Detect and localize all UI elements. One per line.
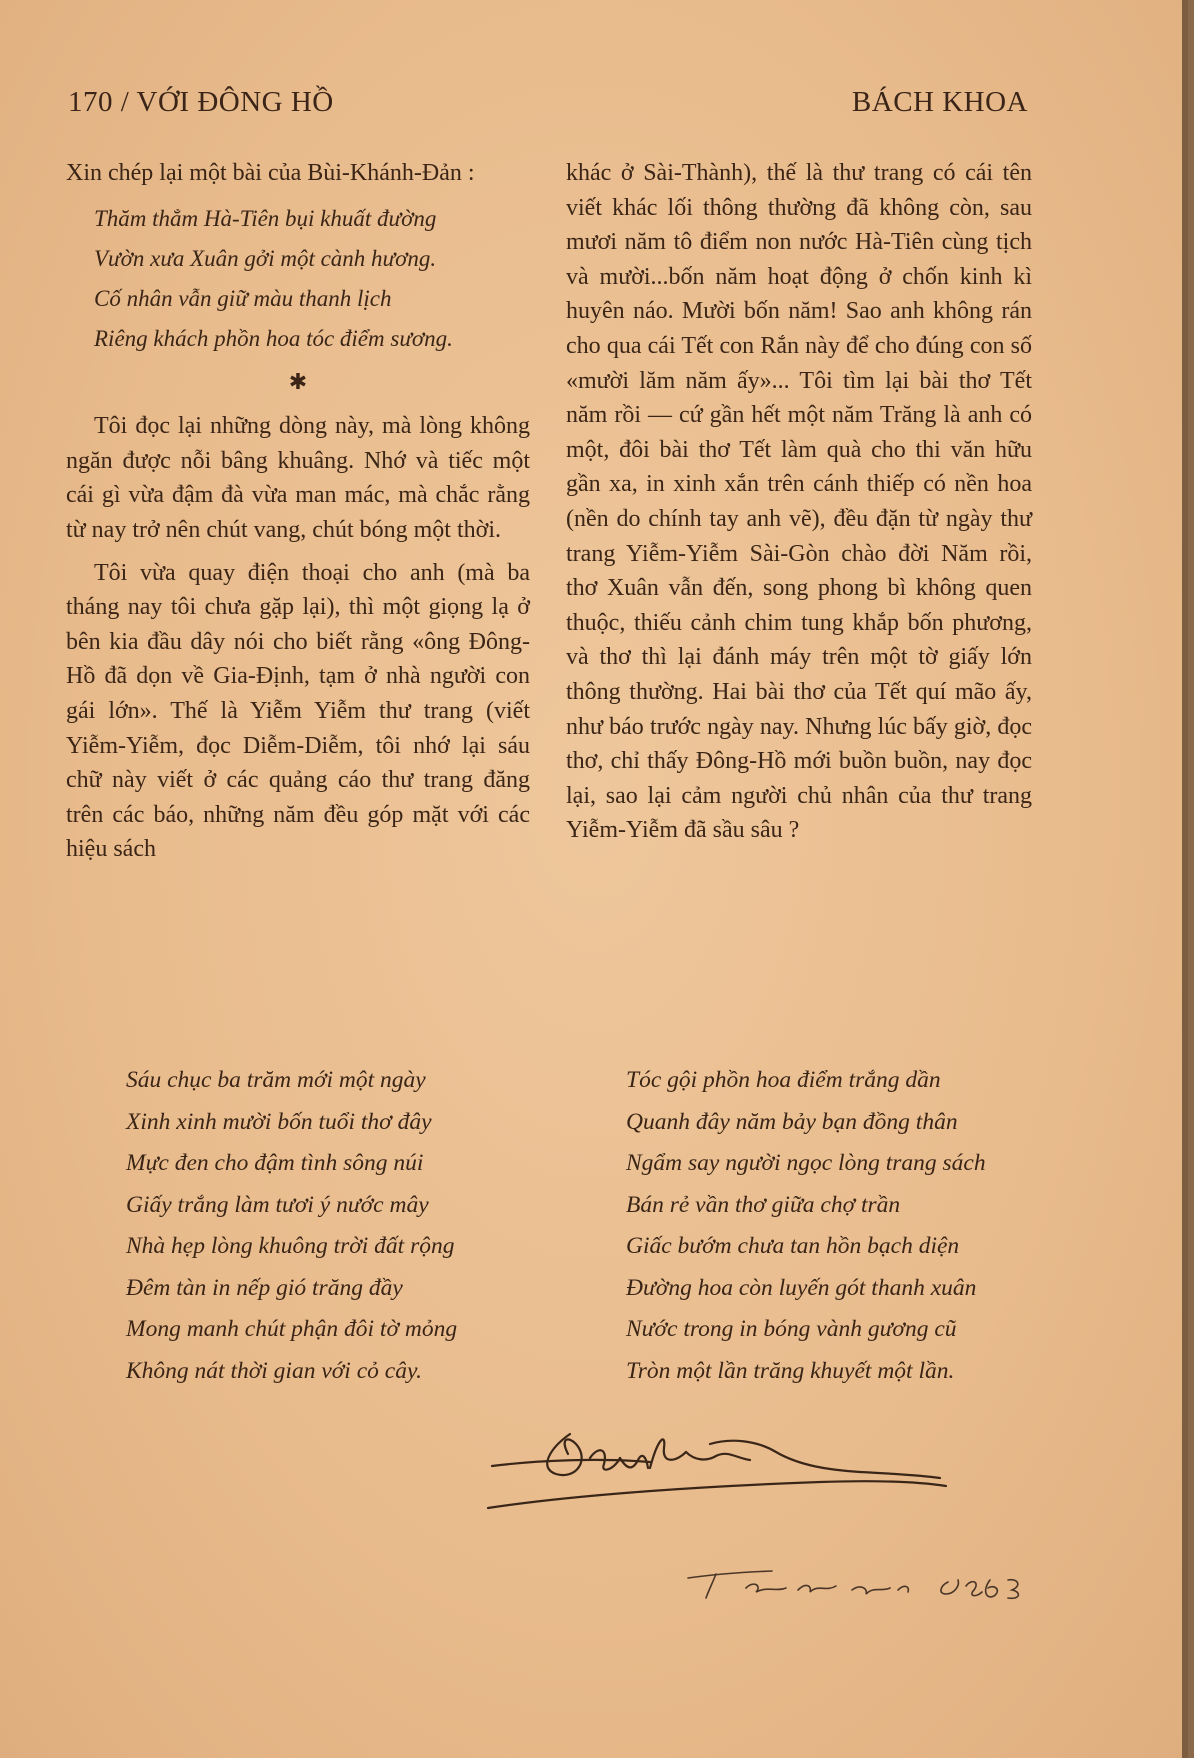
poem-line: Tròn một lần trăng khuyết một lần. <box>626 1357 955 1384</box>
header-page-number-title: 170 / VỚI ĐÔNG HỒ <box>68 86 334 118</box>
signature-date <box>676 1556 1036 1606</box>
poem-line: Xinh xinh mười bốn tuổi thơ đây <box>126 1108 432 1135</box>
poem-line: Quanh đây năm bảy bạn đồng thân <box>626 1108 958 1135</box>
handwritten-signature <box>480 1408 980 1548</box>
paragraph: Tôi đọc lại những dòng này, mà lòng không ngăn được nỗi bâng khuâng. Nhớ và tiếc một cái gì vừa đậm đà vừa man mác, mà chắc rằng từ nay trở nên chút vang, chút bóng một thời. <box>66 413 530 543</box>
signature-drawing <box>480 1408 980 1548</box>
poem-right <box>626 1060 1036 1392</box>
poem-line: Nhà hẹp lòng khuông trời đất rộng <box>126 1233 455 1259</box>
poem-left <box>126 1060 546 1392</box>
quatrain-quote <box>94 199 530 359</box>
poem-line: Mong manh chút phận đôi tờ mỏng <box>126 1316 458 1342</box>
page-edge-shadow <box>1182 0 1188 1758</box>
separator-star: ✱ <box>288 368 308 394</box>
left-column <box>66 156 530 875</box>
page-header <box>68 86 1028 126</box>
poem-line: Bán rẻ vần thơ giữa chợ trần <box>626 1191 901 1218</box>
intro-line: Xin chép lại một bài của Bùi-Khánh-Đản : <box>66 160 475 186</box>
paragraph: khác ở Sài-Thành), thế là thư trang có cái tên viết khác lối thông thường đã không còn, sau mươi năm tô điểm non nước Hà-Tiên cùng tịch và mười...bốn năm hoạt động ở chốn kinh kì huyên náo. Mười bốn năm! Sao anh không rán cho qua cái Tết con Rắn này để cho đúng con số «mười lăm năm ấy»... Tôi tìm lại bài thơ Tết năm rồi — cứ gần hết một năm Trăng là anh có một, đôi bài thơ Tết làm quà cho thi văn hữu gần xa, in xinh xắn trên cánh thiếp có nền hoa (nền do chính tay anh vẽ), đều đặn từ ngày thư trang Yiễm-Yiễm Sài-Gòn chào đời Năm rồi, thơ Xuân vẫn đến, song phong bì không quen thuộc, thiếu cảnh chim tung khắp bốn phương, và thơ thì lại đánh máy trên một tờ giấy lớn thông thường. Hai bài thơ của Tết quí mão ấy, như báo trước ngày nay. Nhưng lúc bấy giờ, đọc thơ, chỉ thấy Đông-Hồ mới buồn buồn, nay đọc lại, sao lại cảm người chủ nhân của thư trang Yiễm-Yiễm đã sầu sâu ? <box>566 160 1032 844</box>
poem-line: Tóc gội phồn hoa điểm trắng dần <box>626 1067 941 1093</box>
poem-line: Nước trong in bóng vành gương cũ <box>626 1316 957 1342</box>
poem-line: Đường hoa còn luyến gót thanh xuân <box>626 1274 977 1301</box>
header-publication-name: BÁCH KHOA <box>851 86 1028 118</box>
poem-line: Ngẩm say người ngọc lòng trang sách <box>626 1150 986 1176</box>
poem-line: Giấc bướm chưa tan hồn bạch diện <box>626 1233 960 1259</box>
quatrain-line: Thăm thẳm Hà-Tiên bụi khuất đường <box>94 205 437 231</box>
poem-line: Đêm tàn in nếp gió trăng đầy <box>126 1274 403 1301</box>
poem-line: Mực đen cho đậm tình sông núi <box>126 1150 424 1176</box>
quatrain-line: Vườn xưa Xuân gởi một cành hương. <box>94 245 437 271</box>
poem-line: Không nát thời gian với cỏ cây. <box>126 1357 422 1384</box>
quatrain-line: Cố nhân vẫn giữ màu thanh lịch <box>94 285 392 311</box>
paragraph: Tôi vừa quay điện thoại cho anh (mà ba tháng nay tôi chưa gặp lại), thì một giọng lạ ở bên kia đầu dây nói cho biết rằng «ông Đông-Hồ đã dọn về Gia-Định, tạm ở nhà người con gái lớn». Thế là Yiễm Yiễm thư trang (viết Yiễm-Yiễm, đọc Diễm-Diễm, tôi nhớ lại sáu chữ này viết ở các quảng cáo thư trang đăng trên các báo, những năm đều góp mặt với các hiệu sách <box>66 559 530 863</box>
quatrain-line: Riêng khách phồn hoa tóc điểm sương. <box>94 325 453 351</box>
poem-line: Sáu chục ba trăm mới một ngày <box>126 1067 426 1093</box>
right-column <box>566 156 1032 856</box>
poem-line: Giấy trắng làm tươi ý nước mây <box>126 1191 429 1218</box>
date-handwriting <box>676 1556 1036 1606</box>
